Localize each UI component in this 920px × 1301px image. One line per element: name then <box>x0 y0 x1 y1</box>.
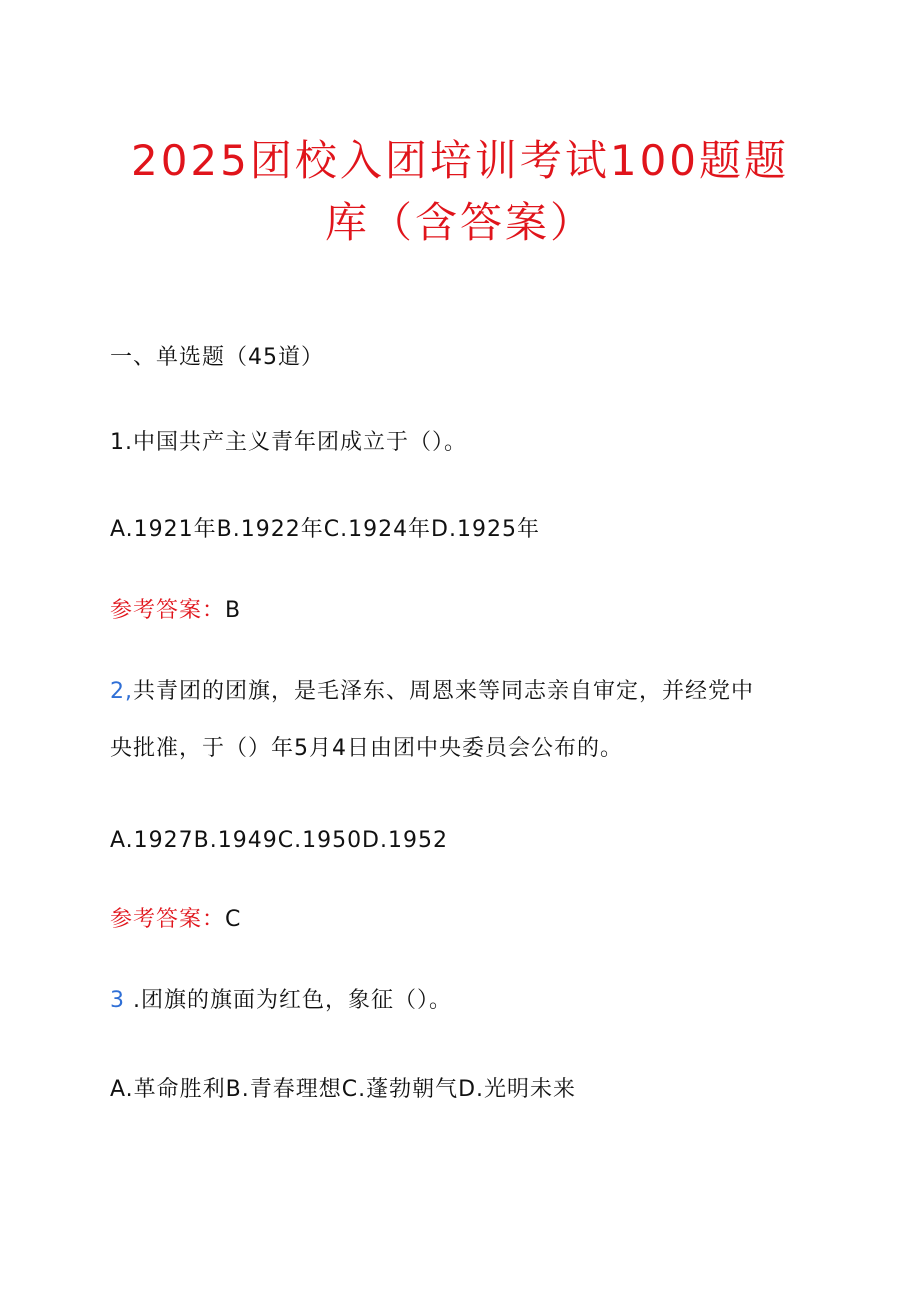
question-2-stem-line-1: 共青团的团旗，是毛泽东、周恩来等同志亲自审定，并经党中 <box>133 679 755 704</box>
document-title-line-2: 库（含答案） <box>324 198 595 247</box>
question-3-stem-text: .团旗的旗面为红色，象征（）。 <box>125 988 452 1013</box>
answer-label: 参考答案： <box>110 598 226 623</box>
question-3-options: A.革命胜利B.青春理想C.蓬勃朝气D.光明未来 <box>110 1077 577 1102</box>
question-2-options: A.1927B.1949C.1950D.1952 <box>110 828 448 853</box>
answer-value: C <box>225 907 242 932</box>
document-title-line-1: 2025团校入团培训考试100题题 <box>130 136 790 185</box>
answer-label: 参考答案： <box>110 907 226 932</box>
question-2-stem <box>110 677 754 707</box>
question-1-options: A.1921年B.1922年C.1924年D.1925年 <box>110 517 540 542</box>
question-3-stem <box>110 986 452 1016</box>
question-2-answer <box>110 905 241 935</box>
section-heading: 一、单选题（45道） <box>110 345 324 370</box>
question-1-stem-text: .中国共产主义青年团成立于（）。 <box>125 430 467 455</box>
question-1-answer <box>110 596 241 626</box>
question-1-number: 1 <box>110 430 125 455</box>
question-3-number: 3 <box>110 988 125 1013</box>
question-2-stem-line-2: 央批准，于（）年5月4日由团中央委员会公布的。 <box>110 736 623 761</box>
question-2-number: 2, <box>110 679 133 704</box>
answer-value: B <box>225 598 242 623</box>
question-1-stem <box>110 428 467 458</box>
